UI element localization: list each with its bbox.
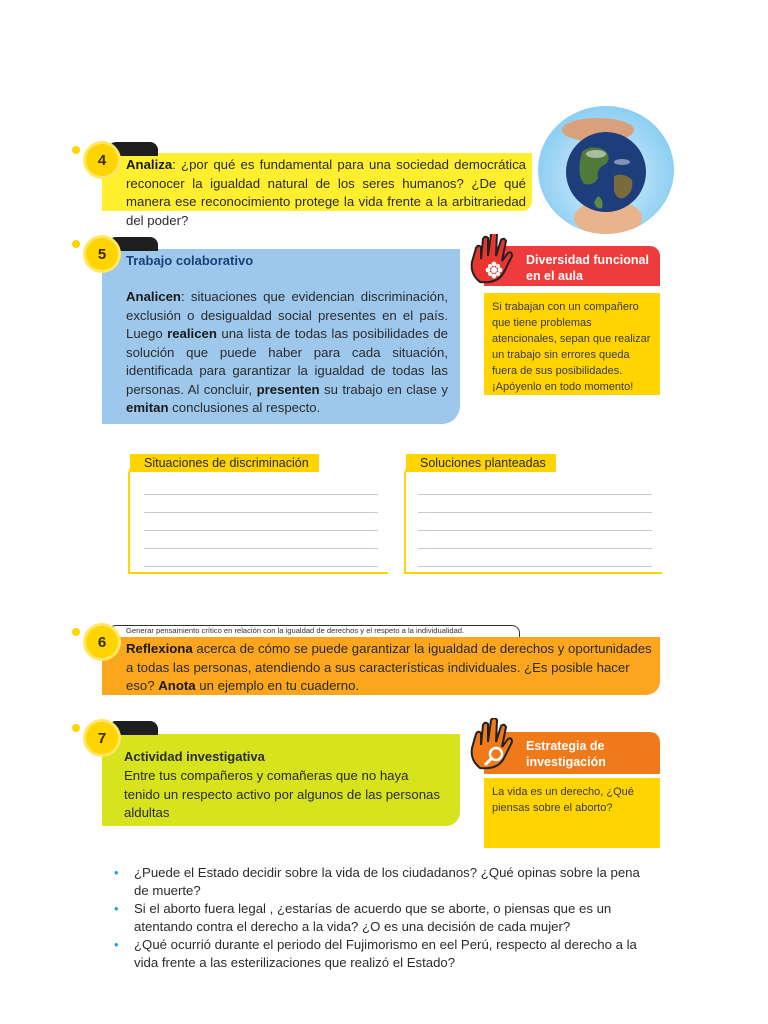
table-right-line — [418, 494, 652, 495]
activity-5-kw4: emitan — [126, 400, 169, 415]
activity-7-dot — [72, 724, 80, 732]
table-left-label: Situaciones de discriminación — [130, 454, 319, 472]
activity-7-number: 7 — [86, 722, 118, 754]
activity-5-dot — [72, 240, 80, 248]
activity-5-title: Trabajo colaborativo — [126, 253, 254, 268]
sidebar-diversidad-body: Si trabajan con un compañero que tiene problemas atencionales, sepan que realizar un trabajo sin errores queda fuera de sus posibilidades. ¡Apóyenlo en todo momento! — [484, 293, 660, 395]
activity-7-text: Entre tus compañeros y comañeras que no haya tenido un respecto activo por algunos de las personas aldultas — [124, 768, 440, 820]
activity-6-number: 6 — [86, 626, 118, 658]
table-left-line — [144, 566, 378, 567]
activity-5-t2: una lista de todas las posibilidades de solución que puede haber para cada situación, identificada para garantizar la igualdad de todas las personas. Al concluir, — [126, 326, 448, 397]
table-right-label: Soluciones planteadas — [406, 454, 556, 472]
question-text: ¿Qué ocurrió durante el periodo del Fujimorismo en eel Perú, respecto al derecho a la vida frente a las esterilizaciones que realizó el Estado? — [134, 937, 637, 970]
activity-5-kw2: realicen — [167, 326, 217, 341]
question-text: ¿Puede el Estado decidir sobre la vida de los ciudadanos? ¿Qué opinas sobre la pena de muerte? — [134, 865, 640, 898]
table-left-line — [144, 512, 378, 513]
table-left-line — [144, 548, 378, 549]
table-right-line — [418, 530, 652, 531]
activity-4-keyword: Analiza — [126, 157, 173, 172]
activity-6-kw1: Reflexiona — [126, 641, 193, 656]
activity-6-text — [126, 640, 654, 696]
activity-5-number: 5 — [86, 238, 118, 270]
activity-6-t1: acerca de cómo se puede garantizar la igualdad de derechos y oportunidades a todas las personas, atendiendo a sus características individuales. ¿Es posible hacer eso? — [126, 641, 652, 693]
activity-4-number: 4 — [86, 144, 118, 176]
activity-5-kw1: Analicen — [126, 289, 181, 304]
activity-4-dot — [72, 146, 80, 154]
table-right-line — [418, 512, 652, 513]
list-item — [112, 864, 652, 900]
sidebar-estrategia-title: Estrategia de investigación — [526, 739, 606, 769]
activity-6-dot — [72, 628, 80, 636]
activity-5-t4: conclusiones al respecto. — [168, 400, 321, 415]
sidebar-estrategia-body: La vida es un derecho, ¿Qué piensas sobre el aborto? — [484, 778, 660, 848]
list-item — [112, 936, 652, 972]
activity-6-kw2: Anota — [158, 678, 196, 693]
table-left-line — [144, 530, 378, 531]
hand-magnifier-icon — [466, 718, 526, 780]
activity-5-t3: su trabajo en clase y — [319, 381, 449, 397]
table-left-box — [128, 466, 388, 574]
sidebar-diversidad-title: Diversidad funcional en el aula — [526, 253, 649, 283]
table-left-line — [144, 494, 378, 495]
activity-7-title: Actividad investigativa — [124, 749, 265, 764]
activity-6-caption: Generar pensamiento crítico en relación con la igualdad de derechos y el respeto a la individualidad. — [126, 626, 465, 635]
question-text: Si el aborto fuera legal , ¿estarías de acuerdo que se aborte, o piensas que es un atentando contra el derecho a la vida? ¿O es una decisión de cada mujer? — [134, 901, 612, 934]
bullet-icon: • — [114, 865, 119, 880]
bullet-icon: • — [114, 937, 119, 952]
activity-5-t1: : situaciones que evidencian discriminación, exclusión o desigualdad social presentes en el país. Luego — [126, 289, 448, 341]
table-right-line — [418, 566, 652, 567]
activity-4-body: : ¿por qué es fundamental para una sociedad democrática reconocer la igualdad natural de los seres humanos? ¿De qué manera ese reconocimiento protege la vida frente a la arbitrariedad del poder? — [126, 157, 526, 228]
activity-5-text — [126, 288, 448, 418]
questions-list — [112, 864, 652, 972]
table-right-box — [404, 466, 662, 574]
activity-6-t2: un ejemplo en tu cuaderno. — [195, 678, 360, 693]
table-right-line — [418, 548, 652, 549]
activity-5-kw3: presenten — [256, 381, 320, 397]
list-item — [112, 900, 652, 936]
hand-flower-icon — [466, 234, 526, 294]
globe-in-hands-image — [538, 106, 674, 234]
activity-4-text — [126, 156, 526, 230]
bullet-icon: • — [114, 901, 119, 916]
